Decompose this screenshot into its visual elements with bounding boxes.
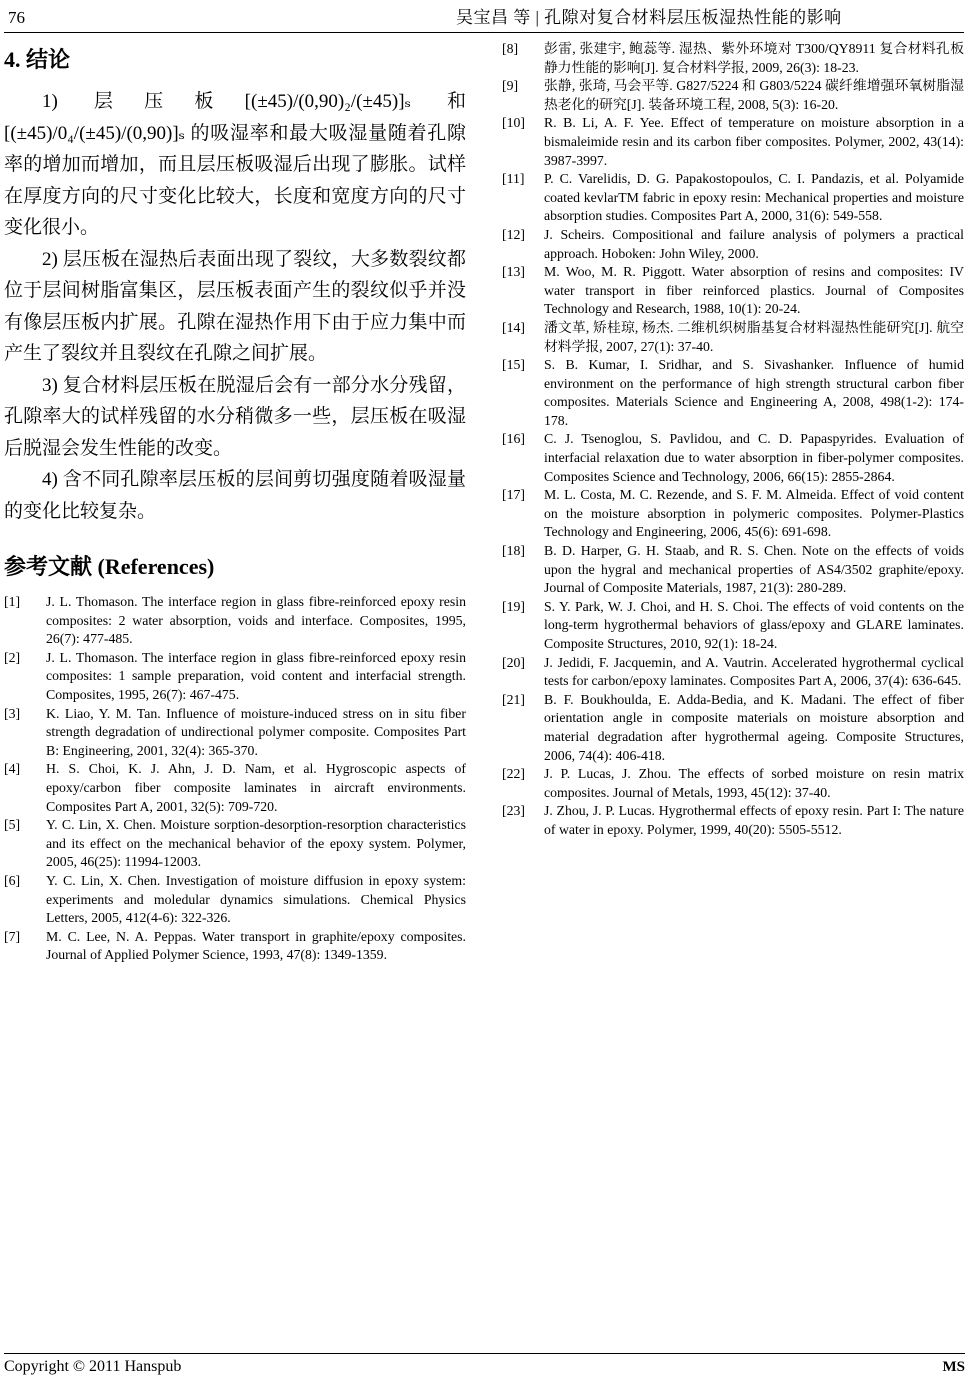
reference-item — [4, 649, 466, 705]
two-column-layout — [4, 40, 964, 965]
reference-item — [4, 705, 466, 761]
conclusion-paragraph-1: 1) 层压板[(±45)/(0,90)₂/(±45)]ₛ 和[(±45)/0₄/(±45)/(0,90)]ₛ 的吸湿率和最大吸湿量随着孔隙率的增加而增加，而且层压板吸湿后出现了膨胀。试样在厚度方向的尺寸变化比较大，长度和宽度方向的尺寸变化很小。 — [4, 91, 466, 238]
page-header — [4, 6, 964, 33]
conclusion-paragraph-3: 3) 复合材料层压板在脱湿后会有一部分水分残留，孔隙率大的试样残留的水分稍微多一些，层压板在吸湿后脱湿会发生性能的改变。 — [4, 374, 466, 459]
reference-text: Y. C. Lin, X. Chen. Moisture sorption-desorption-resorption characteristics and its effect on the mechanical behavior of the epoxy system. Polymer, 2005, 46(25): 11994-12003. — [46, 817, 466, 870]
reference-text: M. L. Costa, M. C. Rezende, and S. F. M. Almeida. Effect of void content on the moisture absorption in polymeric composites. Polymer-Plastics Technology and Engineering, 2006, 45(6): 691-698. — [544, 487, 964, 540]
journal-mark: MS — [942, 1358, 965, 1375]
reference-item — [502, 77, 964, 114]
running-title: 吴宝昌 等 | 孔隙对复合材料层压板湿热性能的影响 — [456, 8, 842, 27]
conclusion-paragraph-2: 2) 层压板在湿热后表面出现了裂纹，大多数裂纹都位于层间树脂富集区，层压板表面产生的裂纹似乎并没有像层压板内扩展。孔隙在湿热作用下由于应力集中而产生了裂纹并且裂纹在孔隙之间扩展。 — [4, 248, 466, 364]
reference-number: [2] — [4, 649, 21, 665]
reference-number: [19] — [502, 598, 525, 614]
reference-text: M. Woo, M. R. Piggott. Water absorption of resins and composites: IV water transport in fiber reinforced plastics. Journal of Composites Technology and Research, 1988, 10(1): 20-24. — [544, 264, 964, 317]
reference-text: R. B. Li, A. F. Yee. Effect of temperature on moisture absorption in a bismaleimide resin and its carbon fiber composites. Polymer, 2002, 43(14): 3987-3997. — [544, 115, 964, 168]
reference-item — [502, 226, 964, 263]
reference-number: [23] — [502, 803, 525, 819]
reference-number: [11] — [502, 171, 525, 187]
reference-number: [12] — [502, 226, 525, 242]
reference-item — [502, 542, 964, 598]
reference-number: [13] — [502, 264, 525, 280]
reference-text: B. D. Harper, G. H. Staab, and R. S. Chen. Note on the effects of voids upon the hygral and mechanical properties of AS4/3502 graphite/epoxy. Journal of Composite Materials, 1987, 21(3): 280-289. — [544, 543, 964, 596]
reference-text: S. B. Kumar, I. Sridhar, and S. Sivashanker. Influence of humid environment on the performance of high strength structural carbon fiber composites. Materials Science and Engineering A, 2008, 498(1-2): 174-178. — [544, 357, 964, 428]
reference-item — [4, 760, 466, 816]
reference-text: J. Jedidi, F. Jacquemin, and A. Vautrin. Accelerated hygrothermal cyclical tests for carbon/epoxy laminates. Composites Part A, 2006, 37(4): 636-645. — [544, 654, 964, 689]
reference-text: H. S. Choi, K. J. Ahn, J. D. Nam, et al. Hygroscopic aspects of epoxy/carbon fiber composite laminates in aircraft environments. Composites Part A, 2001, 32(5): 709-720. — [46, 761, 466, 814]
page-footer — [4, 1353, 965, 1386]
reference-text: P. C. Varelidis, D. G. Papakostopoulos, C. I. Pandazis, et al. Polyamide coated kevlarTM fabric in epoxy resin: Mechanical properties and moisture absorption studies. Composites Part A, 2000, 31(6): 549-558. — [544, 171, 964, 224]
reference-text: 彭雷, 张建宇, 鲍蕊等. 湿热、紫外环境对 T300/QY8911 复合材料孔板静力性能的影响[J]. 复合材料学报, 2009, 26(3): 18-23. — [544, 41, 964, 75]
reference-item — [502, 430, 964, 486]
reference-text: Y. C. Lin, X. Chen. Investigation of moisture diffusion in epoxy system: experiments and moledular dynamics simulations. Chemical Physics Letters, 2005, 412(4-6): 322-326. — [46, 872, 466, 926]
reference-number: [21] — [502, 691, 525, 707]
conclusion-heading: 4. 结论 — [4, 47, 71, 72]
reference-item — [502, 114, 964, 170]
conclusion-paragraph-4: 4) 含不同孔隙率层压板的层间剪切强度随着吸湿量的变化比较复杂。 — [4, 469, 466, 522]
reference-item — [502, 486, 964, 542]
reference-number: [16] — [502, 431, 525, 447]
reference-text: S. Y. Park, W. J. Choi, and H. S. Choi. The effects of void contents on the long-term hygrothermal behaviors of glass/epoxy and GLARE laminates. Composite Structures, 2010, 92(1): 18-24. — [544, 598, 964, 651]
reference-number: [1] — [4, 594, 21, 609]
right-column — [502, 40, 964, 965]
reference-list-right — [502, 40, 964, 840]
reference-text: K. Liao, Y. M. Tan. Influence of moisture-induced stress on in situ fiber strength degradation of undirectional polymer composite. Composites Part B: Engineering, 2001, 32(4): 365-370. — [46, 705, 466, 758]
reference-text: 张静, 张琦, 马会平等. G827/5224 和 G803/5224 碳纤维增强环氧树脂湿热老化的研究[J]. 装备环境工程, 2008, 5(3): 16-20. — [544, 78, 964, 112]
page-number: 76 — [8, 8, 25, 27]
reference-item — [502, 802, 964, 839]
references-heading: 参考文献 (References) — [4, 554, 215, 579]
reference-number: [3] — [4, 705, 21, 721]
reference-number: [14] — [502, 319, 525, 335]
reference-number: [22] — [502, 766, 525, 782]
reference-item — [4, 928, 466, 965]
reference-item — [502, 356, 964, 430]
reference-number: [8] — [502, 41, 519, 56]
reference-item — [502, 263, 964, 319]
left-column — [4, 40, 466, 965]
reference-text: J. Scheirs. Compositional and failure analysis of polymers a practical approach. Hoboken: John Wiley, 2000. — [544, 226, 964, 261]
reference-text: C. J. Tsenoglou, S. Pavlidou, and C. D. Papaspyrides. Evaluation of interfacial relaxation due to water absorption in fiber-polymer composites. Composites Science and Technology, 2006, 66(15): 2855-2864. — [544, 431, 964, 484]
reference-item — [502, 40, 964, 77]
reference-number: [20] — [502, 654, 525, 670]
reference-text: J. Zhou, J. P. Lucas. Hygrothermal effects of epoxy resin. Part I: The nature of water in epoxy. Polymer, 1999, 40(20): 5505-5512. — [544, 803, 964, 837]
reference-item — [4, 816, 466, 872]
reference-text: J. L. Thomason. The interface region in glass fibre-reinforced epoxy resin composites: 1 sample preparation, void content and interfacial strength. Composites, 1995, 26(7): 467-475. — [46, 649, 466, 702]
reference-item — [502, 765, 964, 802]
reference-text: J. P. Lucas, J. Zhou. The effects of sorbed moisture on resin matrix composites. Journal of Metals, 1993, 45(12): 37-40. — [544, 766, 964, 800]
reference-number: [18] — [502, 543, 525, 559]
reference-item — [502, 170, 964, 226]
reference-number: [15] — [502, 357, 525, 373]
reference-number: [7] — [4, 928, 21, 944]
reference-item — [4, 593, 466, 649]
reference-item — [502, 319, 964, 356]
reference-item — [502, 598, 964, 654]
reference-item — [4, 872, 466, 928]
reference-list-left — [4, 593, 466, 965]
reference-number: [9] — [502, 78, 519, 94]
reference-text: J. L. Thomason. The interface region in glass fibre-reinforced epoxy resin composites: 2 water absorption, voids and interface. Composites, 1995, 26(7): 477-485. — [46, 594, 466, 647]
reference-item — [502, 691, 964, 765]
reference-item — [502, 654, 964, 691]
reference-text: 潘文革, 矫桂琼, 杨杰. 二维机织树脂基复合材料湿热性能研究[J]. 航空材料学报, 2007, 27(1): 37-40. — [544, 319, 964, 354]
reference-text: M. C. Lee, N. A. Peppas. Water transport in graphite/epoxy composites. Journal of Applied Polymer Science, 1993, 47(8): 1349-1359. — [46, 928, 466, 963]
reference-number: [4] — [4, 761, 21, 777]
reference-number: [6] — [4, 872, 21, 888]
reference-text: B. F. Boukhoulda, E. Adda-Bedia, and K. Madani. The effect of fiber orientation angle in composite materials on moisture absorption and material degradation after hygrothermal ageing. Composite Structures, 2006, 74(4): 406-418. — [544, 691, 964, 763]
reference-number: [10] — [502, 115, 525, 131]
reference-number: [17] — [502, 487, 525, 503]
reference-number: [5] — [4, 817, 21, 833]
copyright-text: Copyright © 2011 Hanspub — [4, 1358, 182, 1375]
